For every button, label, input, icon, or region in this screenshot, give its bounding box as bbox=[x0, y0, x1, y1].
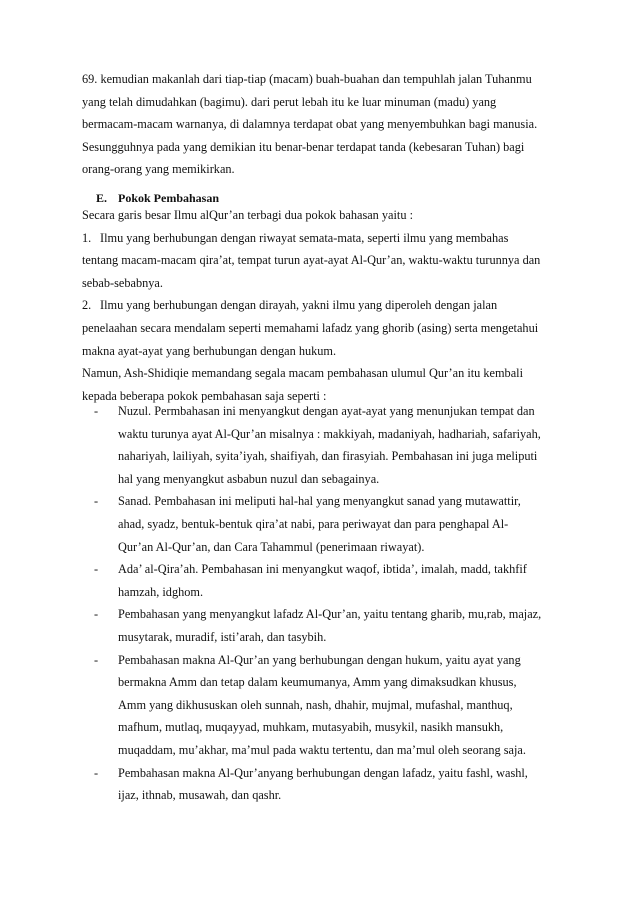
item-2-line: penelaahan secara mendalam seperti memahami lafadz yang ghorib (asing) serta mengetahui bbox=[82, 320, 539, 335]
section-letter: E. bbox=[96, 191, 108, 205]
list-item-line: mafhum, mutlaq, muqayyad, muhkam, mutasyabih, musykil, nasikh mansukh, bbox=[118, 720, 504, 735]
bullet-dash: - bbox=[93, 404, 99, 418]
topic-list bbox=[90, 400, 570, 807]
item-1-line: sebab-sebabnya. bbox=[82, 275, 163, 290]
bullet-dash: - bbox=[93, 562, 99, 577]
intro-line: Sesungguhnya pada yang demikian itu benar-benar terdapat tanda (kebesaran Tuhan) bagi bbox=[82, 139, 525, 154]
item-2-line bbox=[82, 294, 562, 317]
list-item-line: muqaddam, mu’akhar, ma’mul pada waktu tertentu, dan ma’mul oleh seorang saja. bbox=[118, 742, 526, 757]
list-item bbox=[90, 400, 570, 490]
list-item-line: bermakna Amm dan tetap dalam keumumanya, Amm yang dimaksudkan khusus, bbox=[118, 675, 517, 690]
item-2-text: Ilmu yang berhubungan dengan dirayah, yakni ilmu yang diperoleh dengan jalan bbox=[100, 298, 498, 313]
list-item-line: hamzah, idghom. bbox=[118, 584, 204, 599]
list-item-line: hal yang menyangkut asbabun nuzul dan sebagainya. bbox=[118, 471, 380, 486]
section-title: Pokok Pembahasan bbox=[118, 191, 220, 205]
item-1-number: 1. bbox=[82, 230, 92, 245]
list-item-line: Nuzul. Permbahasan ini menyangkut dengan ayat-ayat yang menunjukan tempat dan bbox=[118, 404, 535, 418]
list-item-line: musytarak, muradif, isti’arah, dan tasybih. bbox=[118, 629, 327, 644]
item-2-number: 2. bbox=[82, 298, 92, 313]
list-item-line: Pembahasan yang menyangkut lafadz Al-Qur’an, yaitu tentang gharib, mu,rab, majaz, bbox=[118, 607, 542, 622]
namun-line: kepada beberapa pokok pembahasan saja seperti : bbox=[82, 388, 327, 403]
list-item-line: ahad, syadz, bentuk-bentuk qira’at nabi, para periwayat dan para penghapal Al- bbox=[118, 516, 509, 531]
list-item-line: Sanad. Pembahasan ini meliputi hal-hal yang menyangkut sanad yang mutawattir, bbox=[118, 494, 521, 509]
list-item bbox=[90, 558, 570, 603]
intro-line: 69. kemudian makanlah dari tiap-tiap (macam) buah-buahan dan tempuhlah jalan Tuhanmu bbox=[82, 72, 532, 86]
list-item-line: Ada’ al-Qira’ah. Pembahasan ini menyangkut waqof, ibtida’, imalah, madd, takhfif bbox=[118, 562, 527, 577]
list-item-line: nahariyah, lailiyah, syita’iyah, shaifiyah, dan firasyiah. Pembahasan ini juga meliputi bbox=[118, 449, 538, 464]
bullet-dash: - bbox=[93, 652, 99, 667]
intro-line: orang-orang yang memikirkan. bbox=[82, 162, 235, 177]
list-item bbox=[90, 603, 570, 648]
list-item bbox=[90, 649, 570, 762]
list-item-line: waktu turunya ayat Al-Qur’an misalnya : makkiyah, madaniyah, hadhariah, safariyah, bbox=[118, 426, 541, 441]
item-1-text: Ilmu yang berhubungan dengan riwayat semata-mata, seperti ilmu yang membahas bbox=[100, 230, 509, 245]
list-item bbox=[90, 762, 570, 807]
body-text bbox=[82, 204, 562, 407]
lead-line: Secara garis besar Ilmu alQur’an terbagi dua pokok bahasan yaitu : bbox=[82, 208, 413, 222]
list-item-line: Pembahasan makna Al-Qur’an yang berhubungan dengan hukum, yaitu ayat yang bbox=[118, 652, 521, 667]
item-1-line: tentang macam-macam qira’at, tempat turun ayat-ayat Al-Qur’an, waktu-waktu turunnya dan bbox=[82, 253, 541, 268]
intro-paragraph bbox=[82, 68, 562, 181]
list-item-line: Pembahasan makna Al-Qur’anyang berhubungan dengan lafadz, yaitu fashl, washl, bbox=[118, 765, 528, 780]
intro-line: yang telah dimudahkan (bagimu). dari perut lebah itu ke luar minuman (madu) yang bbox=[82, 94, 497, 109]
item-1-line bbox=[82, 227, 562, 250]
list-item-line: ijaz, ithnab, musawah, dan qashr. bbox=[118, 788, 282, 803]
item-2-line: makna ayat-ayat yang berhubungan dengan hukum. bbox=[82, 343, 337, 358]
list-item-line: Qur’an Al-Qur’an, dan Cara Tahammul (penerimaan riwayat). bbox=[118, 539, 425, 554]
namun-line: Namun, Ash-Shidiqie memandang segala macam pembahasan ulumul Qur’an itu kembali bbox=[82, 366, 523, 381]
bullet-dash: - bbox=[93, 494, 99, 509]
bullet-dash: - bbox=[93, 607, 99, 622]
list-item-line: Amm yang dikhususkan oleh sunnah, nash, dhahir, mujmal, mufashal, manthuq, bbox=[118, 697, 513, 712]
bullet-dash: - bbox=[93, 765, 99, 780]
intro-line: bermacam-macam warnanya, di dalamnya terdapat obat yang menyembuhkan bagi manusia. bbox=[82, 117, 538, 132]
list-item bbox=[90, 490, 570, 558]
